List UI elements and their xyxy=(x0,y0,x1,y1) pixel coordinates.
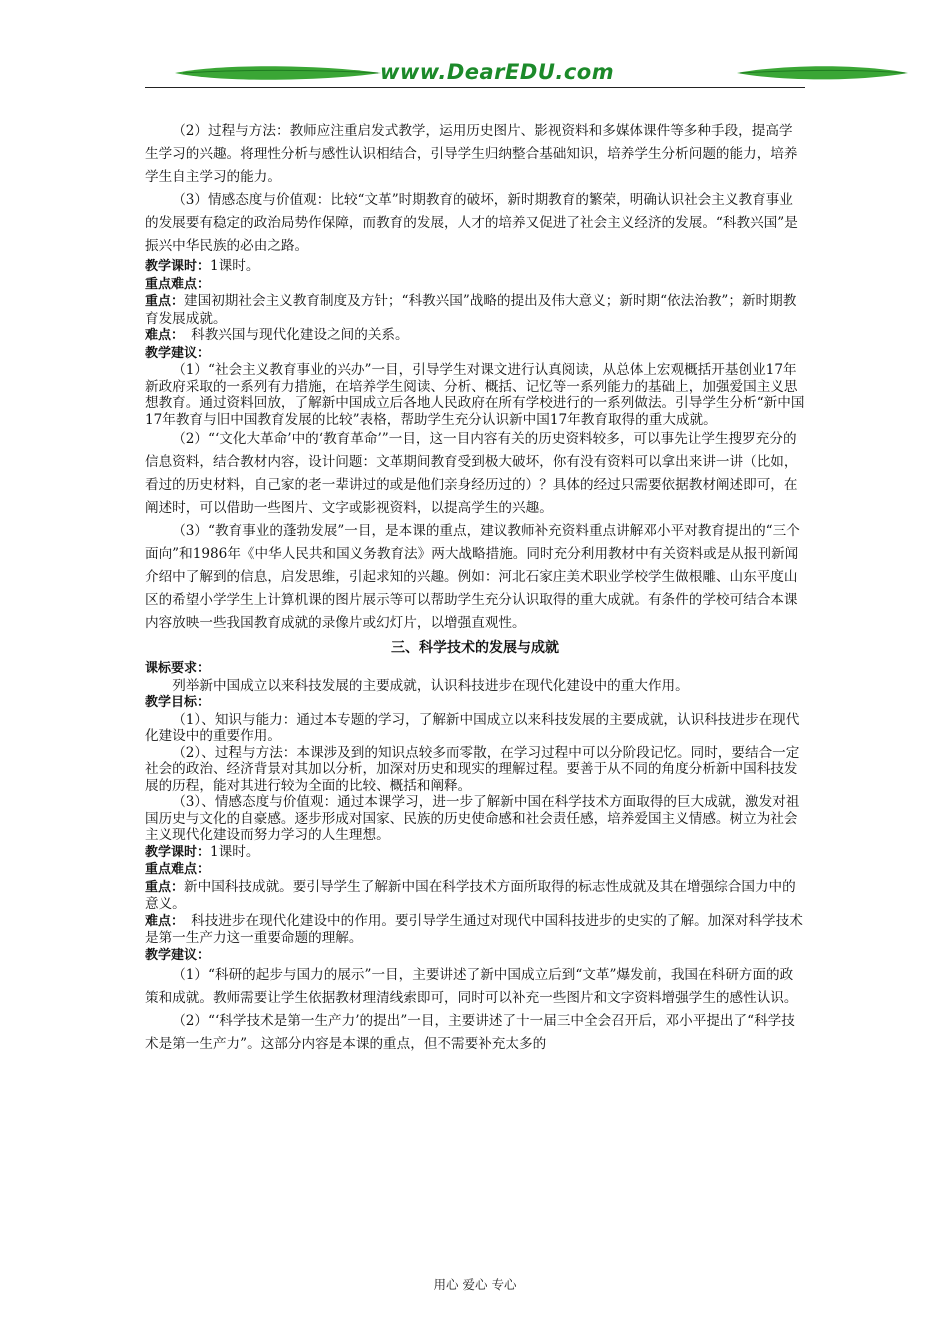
green-swoosh-right-icon xyxy=(735,64,910,84)
difficulty-point-2: 难点： 科技进步在现代化建设中的作用。要引导学生通过对现代中国科技进步的史实的了解。加深对科学技术是第一生产力这一重要命题的理解。 xyxy=(145,912,803,946)
page-header xyxy=(145,56,805,90)
difficulty-point: 难点： 科教兴国与现代化建设之间的关系。 xyxy=(145,327,409,343)
suggestion-heading-2: 教学建议： xyxy=(145,947,211,963)
goal-2: （2）、过程与方法：本课涉及到的知识点较多而零散，在学习过程中可以分阶段记忆。同时，要结合一定社会的政治、经济背景对其加以分析，加深对历史和现实的理解过程。要善于从不同的角度分析新中国科技发展的历程，能对其进行较为全面的比较、概括和阐释。 xyxy=(145,744,800,794)
page-footer: 用心 爱心 专心 xyxy=(433,1277,517,1292)
suggestion-2-2: （2）“‘科学技术是第一生产力’的提出”一目，主要讲述了十一届三中全会召开后，邓小平提出了“科学技术是第一生产力”。这部分内容是本课的重点，但不需要补充太多的 xyxy=(145,1013,795,1052)
standard-text: 列举新中国成立以来科技发展的主要成就，认识科技进步在现代化建设中的重大作用。 xyxy=(172,677,689,694)
focus-point-2: 重点：新中国科技成就。要引导学生了解新中国在科学技术方面所取得的标志性成就及其在增强综合国力中的意义。 xyxy=(145,878,796,912)
teaching-hours: 教学课时：1课时。 xyxy=(145,258,260,274)
suggestion-2-1: （1）“科研的起步与国力的展示”一目，主要讲述了新中国成立后到“文革”爆发前，我国在科研方面的政策和成就。教师需要让学生依据教材理清线索即可，同时可以补充一些图片和文字资料增强学生的感性认识。 xyxy=(145,967,798,1006)
goal-heading: 教学目标： xyxy=(145,695,211,710)
suggestion-2: （2）“‘文化大革命’中的‘教育革命’”一目，这一目内容有关的历史资料较多，可以事先让学生搜罗充分的信息资料，结合教材内容，设计问题：文革期间教育受到极大破坏，你有没有资料可以拿出来讲一讲（比如，看过的历史材料，自己家的老一辈讲过的或是他们亲身经历过的）？具体的经过只需要依据教材阐述即可，在阐述时，可以借助一些图片、文字或影视资料，以提高学生的兴趣。 xyxy=(145,431,798,516)
goal-3: （3）、情感态度与价值观：通过本课学习，进一步了解新中国在科学技术方面取得的巨大成就，激发对祖国历史与文化的自豪感。逐步形成对国家、民族的历史使命感和社会责任感，培养爱国主义情感。树立为社会主义现代化建设而努力学习的人生理想。 xyxy=(145,794,800,843)
key-points-heading-2: 重点难点： xyxy=(145,862,211,877)
site-logo-text: www.DearEDU.com xyxy=(380,60,615,84)
suggestion-3: （3）“教育事业的蓬勃发展”一目，是本课的重点，建议教师补充资料重点讲解邓小平对教育提出的“三个面向”和1986年《中华人民共和国义务教育法》两大战略措施。同时充分利用教材中有关资料或是从报刊新闻介绍中了解到的信息，启发思维，引起求知的兴趣。例如：河北石家庄美术职业学校学生做根雕、山东平度山区的希望小学学生上计算机课的图片展示等可以帮助学生充分认识取得的重大成就。有条件的学校可结合本课内容放映一些我国教育成就的录像片或幻灯片，以增强直观性。 xyxy=(145,523,800,631)
standard-heading: 课标要求： xyxy=(145,661,211,676)
paragraph-emotion-values: （3）情感态度与价值观：比较“文革”时期教育的破坏，新时期教育的繁荣，明确认识社会主义教育事业的发展要有稳定的政治局势作保障，而教育的发展，人才的培养又促进了社会主义经济的发展。“科教兴国”是振兴中华民族的必由之路。 xyxy=(145,192,798,254)
suggestion-heading: 教学建议： xyxy=(145,345,211,361)
header-rule xyxy=(145,87,805,88)
section-title: 三、科学技术的发展与成就 xyxy=(391,640,559,656)
label: 教学课时： xyxy=(145,259,211,274)
document-body xyxy=(145,120,805,1056)
paragraph-process-method: （2）过程与方法：教师应注重启发式教学，运用历史图片、影视资料和多媒体课件等多种手段，提高学生学习的兴趣。将理性分析与感性认识相结合，引导学生归纳整合基础知识，培养学生分析问题的能力，培养学生自主学习的能力。 xyxy=(145,123,798,185)
teaching-hours-2: 教学课时：1课时。 xyxy=(145,843,260,860)
key-points-heading: 重点难点： xyxy=(145,276,211,292)
focus-point: 重点：建国初期社会主义教育制度及方针；“科教兴国”战略的提出及伟大意义；新时期“依法治教”；新时期教育发展成就。 xyxy=(145,293,797,327)
goal-1: （1）、知识与能力：通过本专题的学习，了解新中国成立以来科技发展的主要成就，认识科技进步在现代化建设中的重要作用。 xyxy=(145,711,800,744)
suggestion-1: （1）“社会主义教育事业的兴办”一目，引导学生对课文进行认真阅读，从总体上宏观概括开基创业17年新政府采取的一系列有力措施，在培养学生阅读、分析、概括、记忆等一系列能力的基础上，加强爱国主义思想教育。通过资料回放，了解新中国成立后各地人民政府在所有学校进行的一系列做法。引导学生分析“新中国17年教育与旧中国教育发展的比较”表格，帮助学生充分认识新中国17年教育取得的重大成就。 xyxy=(145,362,805,428)
green-swoosh-left-icon xyxy=(173,64,383,84)
